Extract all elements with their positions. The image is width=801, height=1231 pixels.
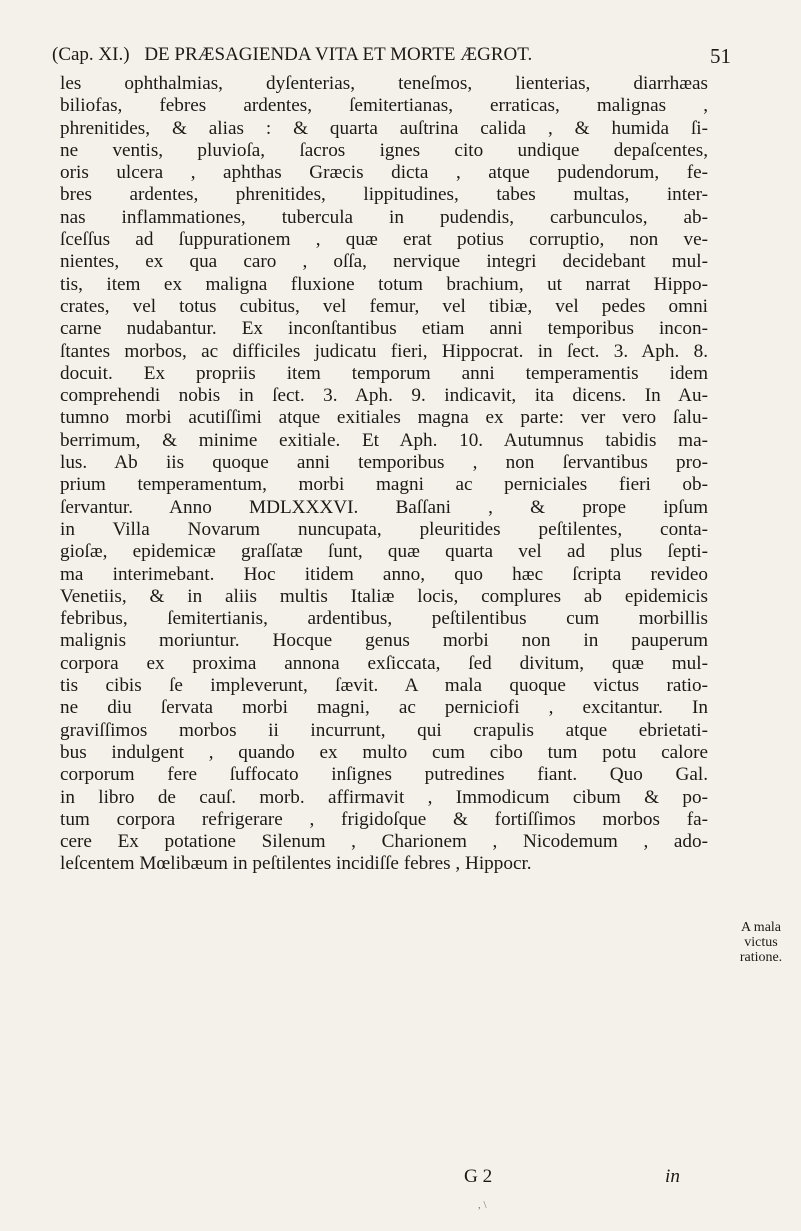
text-line: docuit. Ex propriis item temporum anni temperamentis idem xyxy=(60,362,708,384)
text-line: lus. Ab iis quoque anni temporibus , non ſervantibus pro- xyxy=(60,452,708,474)
margin-note xyxy=(725,920,797,965)
page-number: 51 xyxy=(710,44,731,68)
running-title: DE PRÆSAGIENDA VITA ET MORTE ÆGROT. xyxy=(144,44,533,65)
text-line: phrenitides, & alias : & quarta auſtrina calida , & humida ſi- xyxy=(60,117,708,139)
text-line: bres ardentes, phrenitides, lippitudines, tabes multas, inter- xyxy=(60,184,708,206)
text-line: nientes, ex qua caro , oſſa, nervique integri decidebant mul- xyxy=(60,251,708,273)
text-line: cere Ex potatione Silenum , Charionem , Nicodemum , ado- xyxy=(60,831,708,853)
text-line: febribus, ſemitertianis, ardentibus, peſtilentibus cum morbillis xyxy=(60,608,708,630)
running-header xyxy=(52,44,752,66)
text-line: ſtantes morbos, ac difficiles judicatu fieri, Hippocrat. in ſect. 3. Aph. 8. xyxy=(60,340,708,362)
text-line: leſcentem Mœlibæum in peſtilentes incidiſſe febres , Hippocr. xyxy=(60,853,532,875)
margin-note-line: ratione. xyxy=(739,950,783,965)
text-line: corpora ex proxima annona exſiccata, ſed divitum, quæ mul- xyxy=(60,652,708,674)
chapter-reference: (Cap. XI.) xyxy=(52,44,130,65)
margin-note-line: A mala xyxy=(740,920,782,935)
text-line: prium temperamentum, morbi magni ac perniciales fieri ob- xyxy=(60,474,708,496)
text-line: ne diu ſervata morbi magni, ac perniciofi , excitantur. In xyxy=(60,697,708,719)
text-line: les ophthalmias, dyſenterias, teneſmos, lienterias, diarrhæas xyxy=(60,73,708,94)
text-line: crates, vel totus cubitus, vel femur, vel tibiæ, vel pedes omni xyxy=(60,295,708,317)
text-line: ma interimebant. Hoc itidem anno, quo hæc ſcripta revideo xyxy=(60,563,708,585)
text-line: in libro de cauſ. morb. affirmavit , Immodicum cibum & po- xyxy=(60,786,708,808)
text-line: in Villa Novarum nuncupata, pleuritides peſtilentes, conta- xyxy=(60,518,708,540)
text-line: berrimum, & minime exitiale. Et Aph. 10. Autumnus tabidis ma- xyxy=(60,429,708,451)
text-line: gioſæ, epidemicæ graſſatæ ſunt, quæ quarta vel ad plus ſepti- xyxy=(60,541,708,563)
text-line: oris ulcera , aphthas Græcis dicta , atque pudendorum, fe- xyxy=(60,162,708,184)
signature-mark: G 2 xyxy=(464,1166,493,1187)
text-line: tum corpora refrigerare , frigidoſque & fortiſſimos morbos fa- xyxy=(60,808,708,830)
text-line: tumno morbi acutiſſimi atque exitiales magna ex parte: ver vero ſalu- xyxy=(60,407,708,429)
text-line: carne nudabantur. Ex inconſtantibus etiam anni temporibus incon- xyxy=(60,318,708,340)
margin-note-line: victus xyxy=(744,935,778,950)
text-line: corporum fere ſuffocato inſignes putredines fiant. Quo Gal. xyxy=(60,764,708,786)
text-line: ſervantur. Anno MDLXXXVI. Baſſani , & prope ipſum xyxy=(60,496,708,518)
text-line: biliofas, febres ardentes, ſemitertianas, erraticas, malignas , xyxy=(60,95,708,117)
stray-mark: , \ xyxy=(478,1199,487,1211)
text-line: malignis moriuntur. Hocque genus morbi non in pauperum xyxy=(60,630,708,652)
main-text-block xyxy=(60,73,708,876)
text-line: comprehendi nobis in ſect. 3. Aph. 9. indicavit, ita dicens. In Au- xyxy=(60,385,708,407)
text-line: bus indulgent , quando ex multo cum cibo tum potu calore xyxy=(60,741,708,763)
text-line: tis, item ex maligna fluxione totum brachium, ut narrat Hippo- xyxy=(60,273,708,295)
text-line: graviſſimos morbos ii incurrunt, qui crapulis atque ebrietati- xyxy=(60,719,708,741)
text-line: tis cibis ſe impleverunt, ſævit. A mala quoque victus ratio- xyxy=(60,675,708,697)
text-line: ne ventis, pluvioſa, ſacros ignes cito undique depaſcentes, xyxy=(60,139,708,161)
catchword: in xyxy=(665,1166,680,1187)
text-line: Venetiis, & in aliis multis Italiæ locis, complures ab epidemicis xyxy=(60,585,708,607)
text-line: nas inflammationes, tubercula in pudendis, carbunculos, ab- xyxy=(60,206,708,228)
text-line: ſceſſus ad ſuppurationem , quæ erat potius corruptio, non ve- xyxy=(60,229,708,251)
